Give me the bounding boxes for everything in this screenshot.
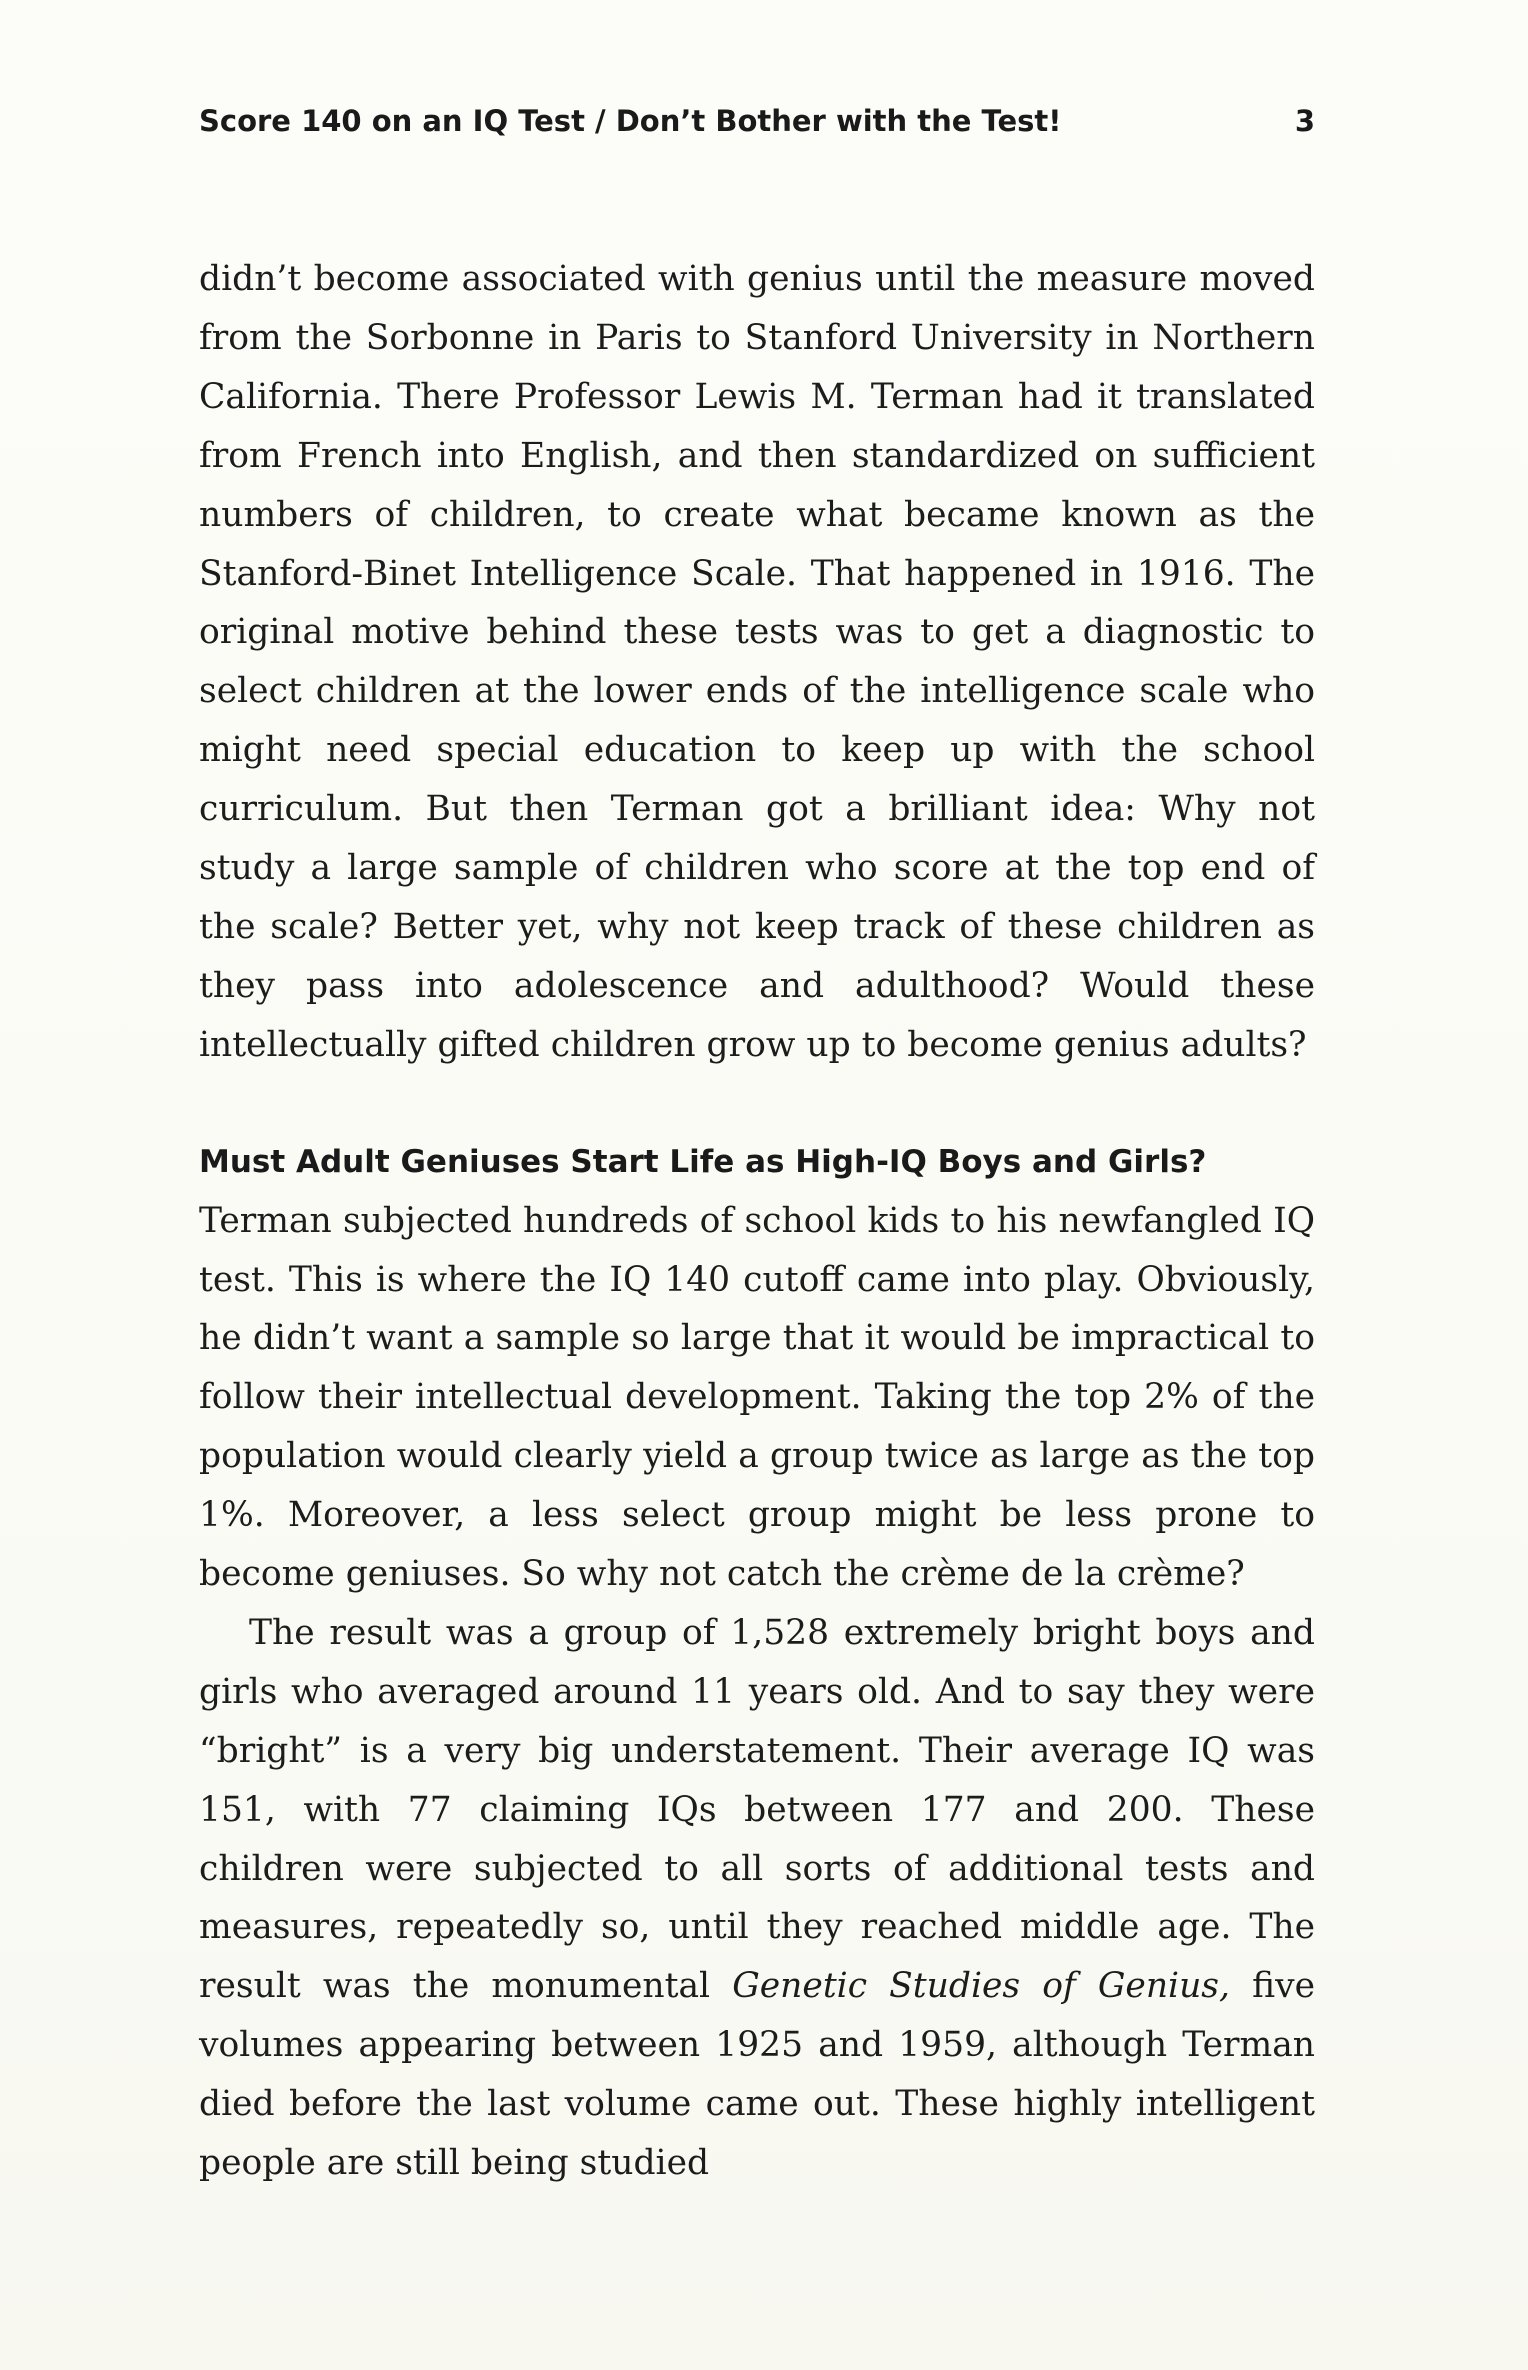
paragraph-indented [199,1604,1315,2193]
body-text [199,250,1315,2193]
paragraph-text-after-title: five volumes appearing between 1925 and 1959, although Terman died before the last volume came out. These highly intelligent people are still being studied [199,1966,1315,2184]
paragraph-section-opening: Terman subjected hundreds of school kids to his newfangled IQ test. This is where the IQ 140 cutoff came into play. Obviously, he didn’t want a sample so large that it would be impractical to follow their intellectual development. Taking the top 2% of the population would clearly yield a group twice as large as the top 1%. Moreover, a less select group might be less prone to become geniuses. So why not catch the crème de la crème? [199,1200,1315,1595]
book-title: Genetic Studies of Genius, [732,1966,1230,2007]
paragraph-continued: didn’t become associated with genius until the measure moved from the Sorbonne in Paris to Stanford University in Northern California. There Professor Lewis M. Terman had it translated from French into English, and then standardized on sufficient numbers of children, to create what became known as the Stanford-Binet Intelligence Scale. That happened in 1916. The original motive behind these tests was to get a diagnostic to select children at the lower ends of the intelligence scale who might need special education to keep up with the school curriculum. But then Terman got a brilliant idea: Why not study a large sample of children who score at the top end of the scale? Better yet, why not keep track of these children as they pass into adolescence and adulthood? Would these intellectually gifted children grow up to become genius adults? [199,259,1315,1065]
paragraph-text-before-title: The result was a group of 1,528 extremely bright boys and girls who averaged around 11 years old. And to say they were “bright” is a very big understatement. Their average IQ was 151, with 77 claiming IQs between 177 and 200. These children were subjected to all sorts of additional tests and measures, repeatedly so, until they reached middle age. The result was the monumental [199,1612,1315,2007]
page-number: 3 [1294,104,1315,138]
section-heading: Must Adult Geniuses Start Life as High-IQ Boys and Girls? [199,1143,1207,1180]
running-head-title: Score 140 on an IQ Test / Don’t Bother with the Test! [199,104,1062,138]
running-head [199,104,1315,148]
